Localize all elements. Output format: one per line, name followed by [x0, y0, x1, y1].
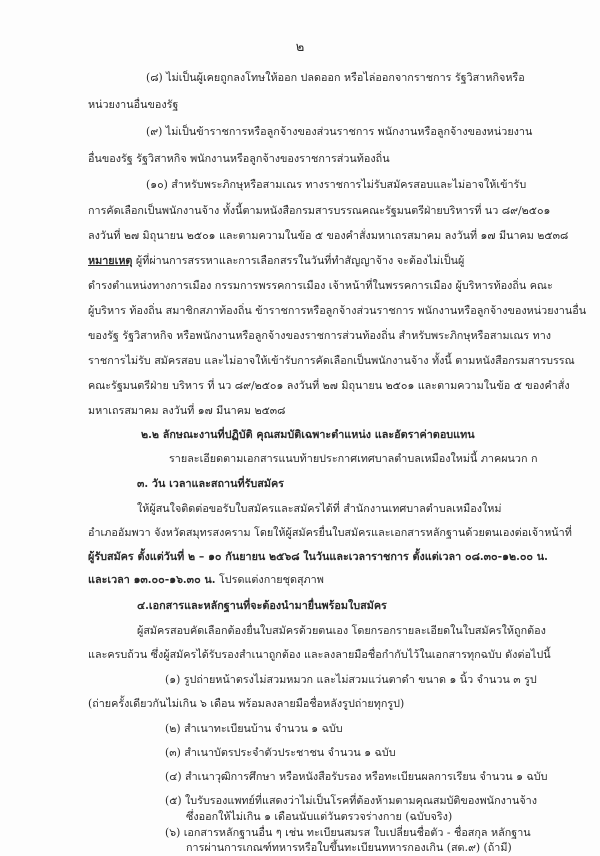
- text-line: ราชการไม่รับ สมัครสอบ และไม่อาจให้เข้ารับการคัดเลือกเป็นพนักงานจ้าง ทั้งนี้ ตามหนังสือกรมสารบรรณ: [88, 354, 575, 367]
- text-line: ให้ผู้สนใจติดต่อขอรับใบสมัครและสมัครได้ที่ สำนักงานเทศบาลตำบลเหมืองใหม่: [137, 502, 502, 515]
- text-line: ผู้สมัครสอบคัดเลือกต้องยื่นใบสมัครด้วยตนเอง โดยกรอกรายละเอียดในใบสมัครให้ถูกต้อง: [137, 624, 546, 637]
- list-item: (๓) สำเนาบัตรประจำตัวประชาชน จำนวน ๑ ฉบับ: [165, 746, 396, 759]
- text-line: ดำรงตำแหน่งทางการเมือง กรรมการพรรคการเมือง เจ้าหน้าที่ในพรรคการเมือง ผู้บริหารท้องถิ่น คณะ: [88, 279, 553, 292]
- text-line: (๙) ไม่เป็นข้าราชการหรือลูกจ้างของส่วนราชการ พนักงานหรือลูกจ้างของหน่วยงาน: [146, 125, 533, 138]
- text-line: [88, 573, 324, 587]
- text-line: อื่นของรัฐ รัฐวิสาหกิจ พนักงานหรือลูกจ้างของราชการส่วนท้องถิ่น: [88, 152, 390, 165]
- application-hours: และเวลา ๑๓.๐๐-๑๖.๓๐ น.: [88, 573, 216, 586]
- list-item: (๔) สำเนาวุฒิการศึกษา หรือหนังสือรับรอง หรือทะเบียนผลการเรียน จำนวน ๑ ฉบับ: [165, 770, 548, 783]
- list-item-continuation: ซึ่งออกให้ไม่เกิน ๑ เดือนนับแต่วันตรวจร่างกาย (ฉบับจริง): [186, 810, 453, 823]
- note-text: ผู้ที่ผ่านการสรรหาและการเลือกสรรในวันที่ทำสัญญาจ้าง จะต้องไม่เป็นผู้: [132, 254, 465, 267]
- text-line: อำเภออัมพวา จังหวัดสมุทรสงคราม โดยให้ผู้สมัครยื่นใบสมัครและเอกสารหลักฐานด้วยตนเองต่อเจ้าหน้าที่: [88, 526, 572, 539]
- list-item: (๖) เอกสารหลักฐานอื่น ๆ เช่น ทะเบียนสมรส ใบเปลี่ยนชื่อตัว - ชื่อสกุล หลักฐาน: [165, 826, 531, 839]
- text-line: รายละเอียดตามเอกสารแนบท้ายประกาศเทศบาลตำบลเหมืองใหม่นี้ ภาคผนวก ก: [169, 452, 538, 465]
- text-line: ลงวันที่ ๒๗ มิถุนายน ๒๕๐๑ และตามความในข้อ ๕ ของคำสั่งมหาเถรสมาคม ลงวันที่ ๑๗ มีนาคม ๒๕๓๘: [88, 229, 569, 242]
- section-heading: ๔.เอกสารและหลักฐานที่จะต้องนำมายื่นพร้อมใบสมัคร: [137, 599, 387, 612]
- application-period: ผู้รับสมัคร ตั้งแต่วันที่ ๒ – ๑๐ กันยายน ๒๕๖๘ ในวันและเวลาราชการ ตั้งแต่เวลา ๐๘.๓๐-๑๒.๐๐ น.: [88, 550, 548, 563]
- text-line: หน่วยงานอื่นของรัฐ: [88, 98, 179, 111]
- text-line: [88, 254, 464, 268]
- text-line: มหาเถรสมาคม ลงวันที่ ๑๗ มีนาคม ๒๕๓๘: [88, 404, 286, 417]
- text-line: (๘) ไม่เป็นผู้เคยถูกลงโทษให้ออก ปลดออก หรือไล่ออกจากราชการ รัฐวิสาหกิจหรือ: [146, 71, 525, 84]
- section-heading: ๓. วัน เวลาและสถานที่รับสมัคร: [137, 477, 284, 490]
- text-line: (ถ่ายครั้งเดียวกันไม่เกิน ๖ เดือน พร้อมลงลายมือชื่อหลังรูปถ่ายทุกรูป): [88, 697, 405, 710]
- section-heading: ๒.๒ ลักษณะงานที่ปฏิบัติ คุณสมบัติเฉพาะตำแหน่ง และอัตราค่าตอบแทน: [141, 428, 475, 441]
- list-item-continuation: การผ่านการเกณฑ์ทหารหรือใบขึ้นทะเบียนทหารกองเกิน (สด.๙) (ถ้ามี): [186, 841, 512, 854]
- list-item: (๑) รูปถ่ายหน้าตรงไม่สวมหมวก และไม่สวมแว่นตาดำ ขนาด ๑ นิ้ว จำนวน ๓ รูป: [165, 673, 537, 686]
- list-item: (๕) ใบรับรองแพทย์ที่แสดงว่าไม่เป็นโรคที่ต้องห้ามตามคุณสมบัติของพนักงานจ้าง: [165, 794, 537, 807]
- page-number: ๒: [295, 40, 305, 55]
- note-label: หมายเหตุ: [88, 254, 133, 267]
- text-line: การคัดเลือกเป็นพนักงานจ้าง ทั้งนี้ตามหนังสือกรมสารบรรณคณะรัฐมนตรีฝ่ายบริหารที่ นว ๘๙/๒๕๐๑: [88, 204, 551, 217]
- text-line: และครบถ้วน ซึ่งผู้สมัครได้รับรองสำเนาถูกต้อง และลงลายมือชื่อกำกับไว้ในเอกสารทุกฉบับ ดังต่อไปนี้: [88, 648, 551, 661]
- dress-code: โปรดแต่งกายชุดสุภาพ: [215, 573, 324, 586]
- text-line: (๑๐) สำหรับพระภิกษุหรือสามเณร ทางราชการไม่รับสมัครสอบและไม่อาจให้เข้ารับ: [146, 178, 527, 191]
- list-item: (๒) สำเนาทะเบียนบ้าน จำนวน ๑ ฉบับ: [165, 722, 343, 735]
- text-line: ของรัฐ รัฐวิสาหกิจ หรือพนักงานหรือลูกจ้างของราชการส่วนท้องถิ่น สำหรับพระภิกษุหรือสามเณร ทาง: [88, 329, 552, 342]
- text-line: ผู้บริหาร ท้องถิ่น สมาชิกสภาท้องถิ่น ข้าราชการหรือลูกจ้างส่วนราชการ พนักงานหรือลูกจ้างของหน่วยงานอื่น: [88, 304, 587, 317]
- text-line: คณะรัฐมนตรีฝ่าย บริหาร ที่ นว ๘๙/๒๕๐๑ ลงวันที่ ๒๗ มิถุนายน ๒๕๐๑ และตามความในข้อ ๕ ของคำสั่ง: [88, 379, 570, 392]
